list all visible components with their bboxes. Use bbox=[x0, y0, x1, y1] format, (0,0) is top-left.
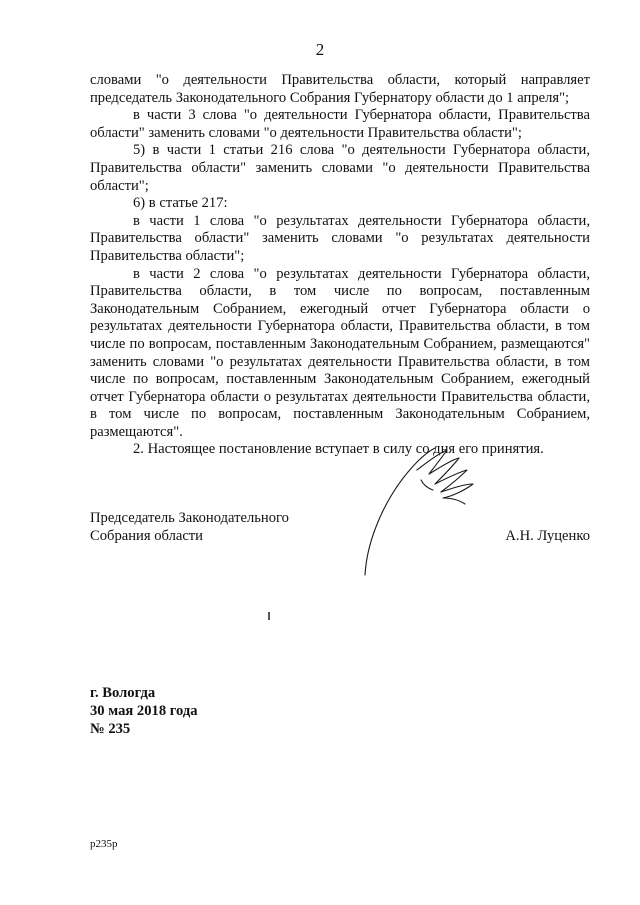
page-number: 2 bbox=[315, 40, 325, 59]
footer-info bbox=[90, 684, 198, 738]
signer-title-line-2: Собрания области bbox=[90, 528, 203, 544]
paragraph-item-5: 5) в части 1 статьи 216 слова "о деятельности Губернатора области, Правительства области" заменить словами "о деятельности Правительства области"; bbox=[90, 142, 590, 194]
stray-mark bbox=[268, 612, 270, 620]
paragraph-part-1: в части 1 слова "о результатах деятельности Губернатора области, Правительства области" заменить словами "о результатах деятельности Правительства области"; bbox=[90, 212, 590, 264]
footer-city: г. Вологда bbox=[90, 685, 156, 701]
paragraph-effective-date: 2. Настоящее постановление вступает в силу со дня его принятия. bbox=[133, 441, 544, 458]
signer-title-line-1: Председатель Законодательного bbox=[90, 510, 289, 526]
footer-date: 30 мая 2018 года bbox=[90, 703, 198, 719]
document-code: р235р bbox=[90, 838, 118, 850]
signer-name: А.Н. Луценко bbox=[505, 528, 590, 544]
signature-block bbox=[90, 509, 590, 545]
paragraph-item-6: 6) в статье 217: bbox=[133, 195, 228, 212]
paragraph-part-2: в части 2 слова "о результатах деятельности Губернатора области, Правительства области, в том числе по вопросам, поставленным Законодательным Собранием, ежегодный отчет Губернатора области о результатах деятельности Губернатора области, Правительства области, в том числе по вопросам, поставленным Законодательным Собранием, размещаются" заменить словами "о результатах деятельности Правительства области, в том числе по вопросам, поставленным Законодательным Собранием, ежегодный отчет Губернатора области о результатах деятельности Правительства области, в том числе по вопросам, поставленным Законодательным Собранием, размещаются". bbox=[90, 265, 590, 440]
footer-number: № 235 bbox=[90, 721, 131, 737]
paragraph-continuation: словами "о деятельности Правительства области, который направляет председатель Законодательного Собрания Губернатору области до 1 апреля"; bbox=[90, 72, 590, 106]
document-body bbox=[90, 72, 590, 459]
paragraph-part-3: в части 3 слова "о деятельности Губернатора области, Правительства области" заменить словами "о деятельности Правительства области"; bbox=[90, 107, 590, 141]
